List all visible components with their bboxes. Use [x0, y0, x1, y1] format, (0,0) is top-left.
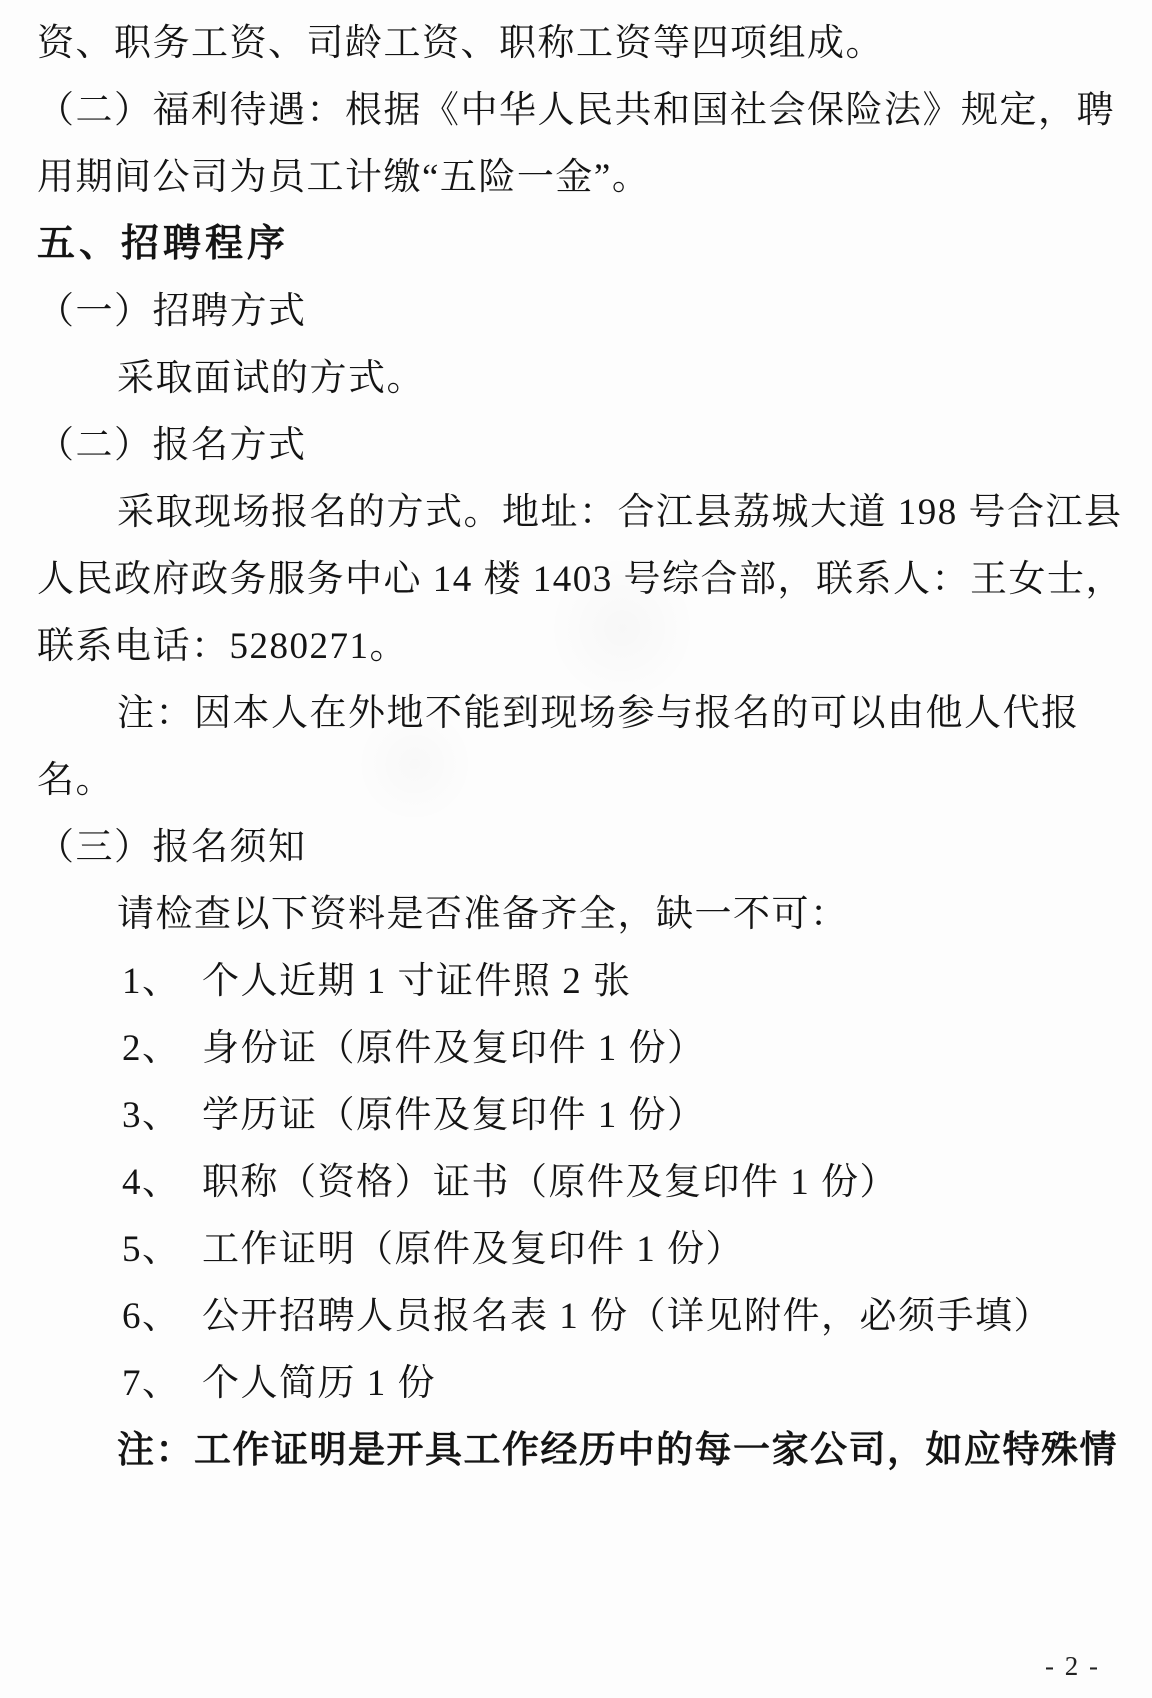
list-item-number: 3、	[122, 1095, 181, 1136]
document-body	[37, 10, 1124, 1484]
text-line: 用期间公司为员工计缴“五险一金”。	[37, 157, 651, 198]
list-item	[37, 1082, 1115, 1149]
list-item	[37, 1149, 1115, 1216]
list-item-number: 7、	[122, 1363, 181, 1404]
list-item-number: 1、	[122, 961, 181, 1002]
text-line: 注：工作证明是开具工作经历中的每一家公司，如应特殊情	[117, 1430, 1118, 1471]
text-line: （二）福利待遇：根据《中华人民共和国社会保险法》规定，聘	[37, 90, 1115, 131]
list-item-number: 5、	[122, 1229, 181, 1270]
list-item-text: 个人简历 1 份	[202, 1363, 436, 1404]
list-item-text: 职称（资格）证书（原件及复印件 1 份）	[202, 1162, 898, 1203]
text-line: 采取面试的方式。	[117, 358, 425, 399]
list-item	[37, 1350, 1115, 1417]
list-item-text: 身份证（原件及复印件 1 份）	[202, 1028, 706, 1069]
text-line: 人民政府政务服务中心 14 楼 1403 号综合部，联系人：王女士，	[37, 559, 1124, 600]
text-line: 名。	[37, 760, 114, 801]
text-line: 资、职务工资、司龄工资、职称工资等四项组成。	[37, 23, 884, 64]
list-item	[37, 1015, 1115, 1082]
list-item	[37, 1283, 1115, 1350]
list-item-text: 个人近期 1 寸证件照 2 张	[202, 961, 632, 1002]
text-line: （三）报名须知	[37, 827, 307, 868]
list-item-text: 学历证（原件及复印件 1 份）	[202, 1095, 706, 1136]
page-number: - 2 -	[1045, 1651, 1100, 1681]
text-line: 联系电话：5280271。	[37, 626, 408, 667]
list-item-text: 工作证明（原件及复印件 1 份）	[202, 1229, 744, 1270]
list-item-number: 2、	[122, 1028, 181, 1069]
list-item	[37, 1216, 1115, 1283]
text-line: 采取现场报名的方式。地址：合江县荔城大道 198 号合江县	[117, 492, 1123, 533]
list-item	[37, 948, 1115, 1015]
section-heading: 五、招聘程序	[37, 223, 290, 265]
list-item-number: 6、	[122, 1296, 181, 1337]
text-line: 注：因本人在外地不能到现场参与报名的可以由他人代报	[117, 693, 1080, 734]
text-line: （二）报名方式	[37, 425, 307, 466]
text-line: 请检查以下资料是否准备齐全，缺一不可：	[117, 894, 849, 935]
list-item-number: 4、	[122, 1162, 181, 1203]
text-line: （一）招聘方式	[37, 291, 307, 332]
list-item-text: 公开招聘人员报名表 1 份（详见附件，必须手填）	[202, 1296, 1052, 1337]
